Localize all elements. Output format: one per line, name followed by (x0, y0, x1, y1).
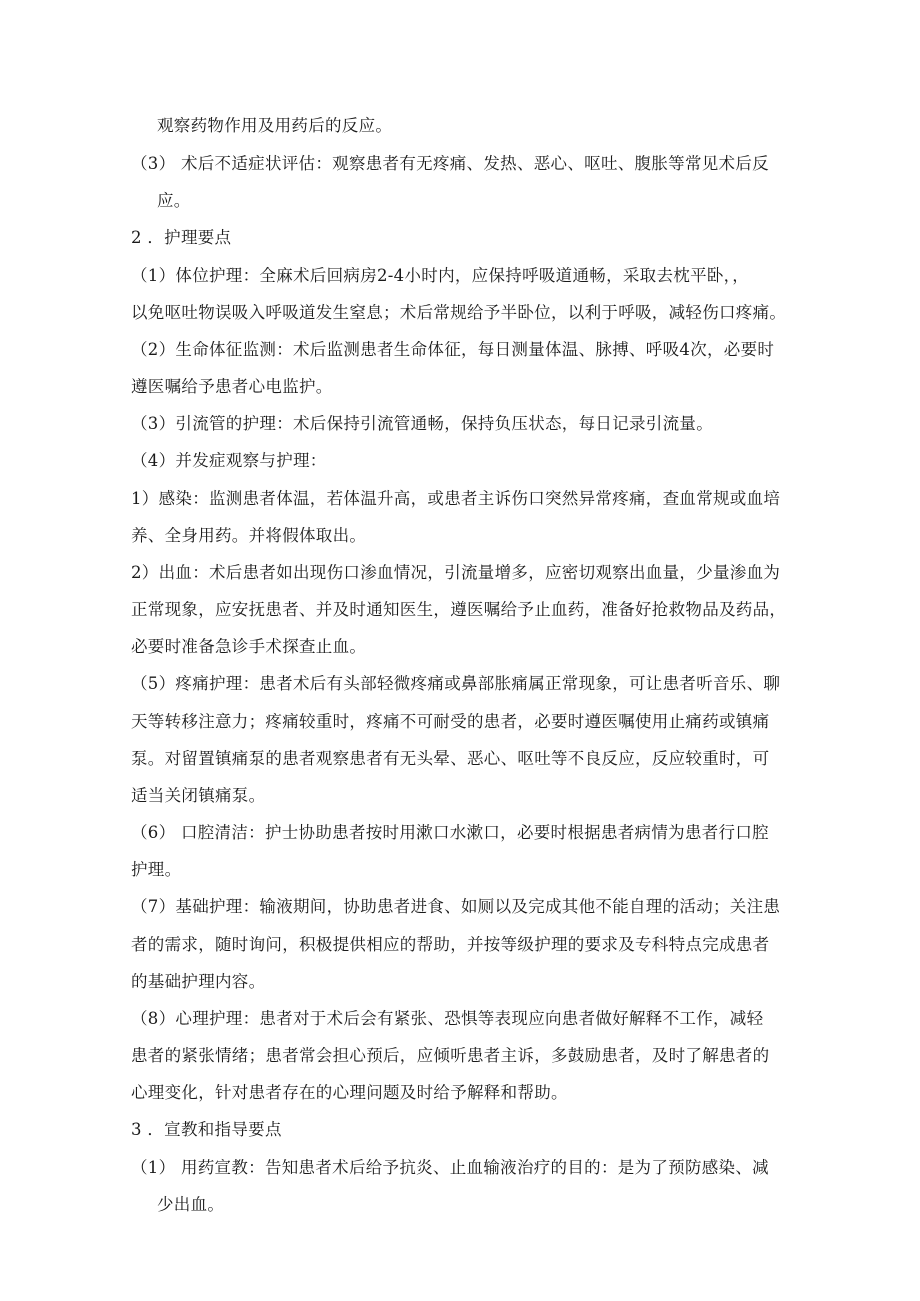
text-line: 遵医嘱给予患者心电监护。 (131, 377, 333, 396)
text-line: （3） 术后不适症状评估：观察患者有无疼痛、发热、恶心、呕吐、腹胀等常见术后反 (131, 154, 769, 173)
text-line: 正常现象，应安抚患者、并及时通知医生，遵医嘱给予止血药，准备好抢救物品及药品， (131, 600, 787, 619)
text-line: 必要时准备急诊手术探查止血。 (131, 637, 367, 656)
text-line: （4）并发症观察与护理： (131, 451, 327, 470)
text-line: （5）疼痛护理：患者术后有头部轻微疼痛或鼻部胀痛属正常现象，可让患者听音乐、聊 (131, 674, 781, 693)
text-line: 少出血。 (157, 1195, 225, 1214)
text-line: 心理变化，针对患者存在的心理问题及时给予解释和帮助。 (131, 1083, 568, 1102)
text-line: 以免呕吐物误吸入呼吸道发生窒息；术后常规给予半卧位，以利于呼吸，减轻伤口疼痛。 (131, 303, 787, 322)
text-line: 养、全身用药。并将假体取出。 (131, 526, 367, 545)
text-line: （8）心理护理：患者对于术后会有紧张、恐惧等表现应向患者做好解释不工作，减轻 (131, 1009, 764, 1028)
text-line: 观察药物作用及用药后的反应。 (157, 116, 393, 135)
text-line: 护理。 (131, 860, 182, 879)
text-line: 2）出血：术后患者如出现伤口渗血情况，引流量增多，应密切观察出血量，少量渗血为 (131, 563, 781, 582)
text-line: 者的需求，随时询问，积极提供相应的帮助，并按等级护理的要求及专科特点完成患者 (131, 935, 770, 954)
text-line: （1） 用药宣教：告知患者术后给予抗炎、止血输液治疗的目的：是为了预防感染、减 (131, 1158, 769, 1177)
text-line: 患者的紧张情绪；患者常会担心预后，应倾听患者主诉，多鼓励患者，及时了解患者的 (131, 1046, 770, 1065)
section-heading: 3 ．宣教和指导要点 (131, 1120, 282, 1139)
text-line: （1）体位护理：全麻术后回病房2-4小时内，应保持呼吸道通畅，采取去枕平卧，， (131, 266, 750, 285)
text-line: 1）感染：监测患者体温，若体温升高，或患者主诉伤口突然异常疼痛，查血常规或血培 (131, 489, 781, 508)
text-line: 应。 (157, 191, 191, 210)
text-line: 天等转移注意力；疼痛较重时，疼痛不可耐受的患者，必要时遵医嘱使用止痛药或镇痛 (131, 712, 770, 731)
text-line: （7）基础护理：输液期间，协助患者进食、如厕以及完成其他不能自理的活动；关注患 (131, 897, 781, 916)
text-line: （2）生命体征监测：术后监测患者生命体征，每日测量体温、脉搏、呼吸4次，必要时 (131, 340, 775, 359)
text-line: （3）引流管的护理：术后保持引流管通畅，保持负压状态，每日记录引流量。 (131, 414, 713, 433)
text-line: 适当关闭镇痛泵。 (131, 786, 266, 805)
text-line: 的基础护理内容。 (131, 972, 266, 991)
text-line: 泵。对留置镇痛泵的患者观察患者有无头晕、恶心、呕吐等不良反应，反应较重时，可 (131, 749, 770, 768)
section-heading: 2 ．护理要点 (131, 228, 232, 247)
text-line: （6） 口腔清洁：护士协助患者按时用漱口水漱口，必要时根据患者病情为患者行口腔 (131, 823, 769, 842)
